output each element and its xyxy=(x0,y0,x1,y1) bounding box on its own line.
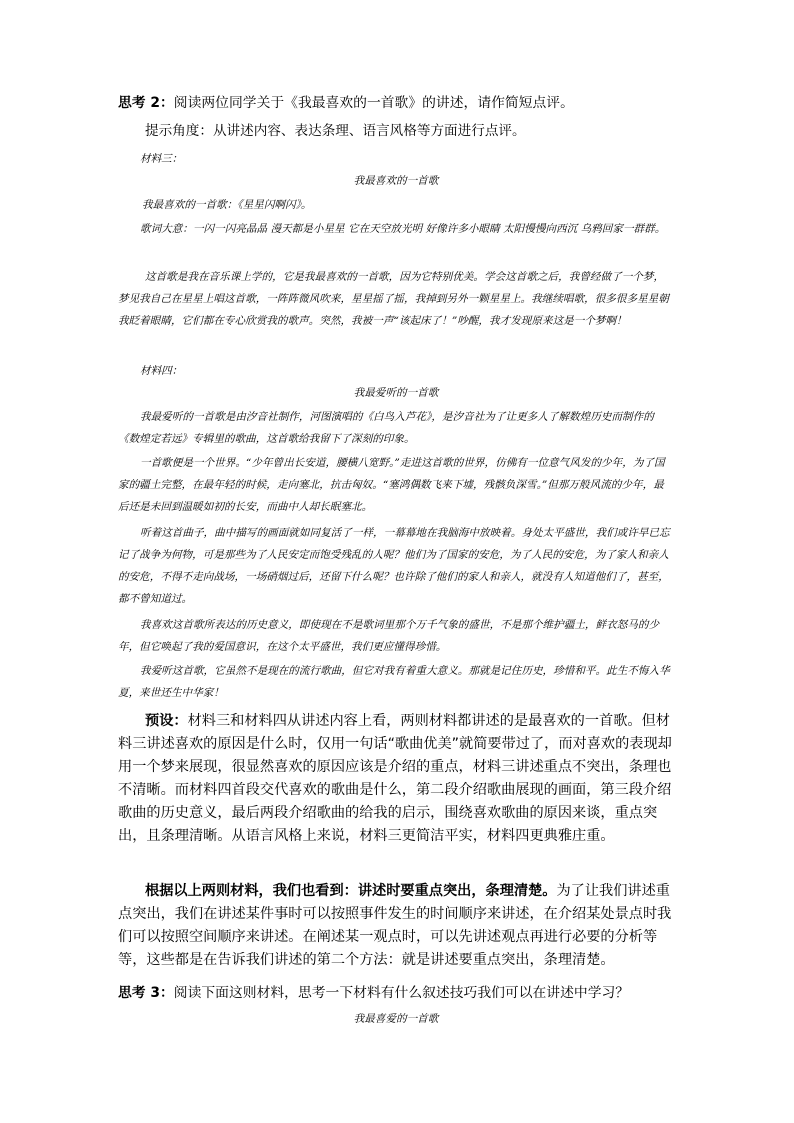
conclusion xyxy=(118,880,674,972)
material-4-paragraph-2: 一首歌便是一个世界。“少年曾出长安道，腰横八宽野。”走进这首歌的世界，仿佛有一位意气风发的少年，为了国家的疆土完整，在最年轻的时候，走向塞北，抗击匈奴。“塞鸿偶数飞来下墟，残骸负深雪。”但那万般风流的少年，最后还是未回到温暖如初的长安，而曲中人却长眠塞北。 xyxy=(118,457,665,513)
conclusion-bold: 根据以上两则材料，我们也看到：讲述时要重点突出，条理清楚。 xyxy=(145,883,557,899)
material-3-label: 材料三： xyxy=(140,153,183,165)
material-4-paragraph-1: 我最爱听的一首歌是由汐音社制作，河图演唱的《白鸟入芦花》，是汐音社为了让更多人了解数煌历史而制作的《数煌定若远》专辑里的歌曲，这首歌给我留下了深刻的印象。 xyxy=(118,411,654,445)
material-3-song: 我最喜欢的一首歌：《星星闪啊闪》。 xyxy=(142,199,312,211)
preset-text: 材料三和材料四从讲述内容上看，两则材料都讲述的是最喜欢的一首歌。但材料三讲述喜欢的原因是什么时，仅用一句话“歌曲优美”就简要带过了，而对喜欢的表现却用一个梦来展现，很显然喜欢的原因应该是介绍的重点，材料三讲述重点不突出，条理也不清晰。而材料四首段交代喜欢的歌曲是什么，第二段介绍歌曲展现的画面，第三段介绍歌曲的历史意义，最后两段介绍歌曲的给我的启示，围绕喜欢歌曲的原因来谈，重点突出，且条理清晰。从语言风格上来说，材料三更简洁平实，材料四更典雅庄重。 xyxy=(118,713,672,844)
material-4-label: 材料四： xyxy=(140,365,183,377)
material-4-paragraph-3: 听着这首曲子，曲中描写的画面就如同复活了一样，一幕幕地在我脑海中放映着。身处太平盛世，我们或许早已忘记了战争为何物，可是那些为了人民安定而饱受残乱的人呢？他们为了国家的安危，为了人民的安危，为了家人和亲人的安危，不得不走向战场，一场硝烟过后，还留下什么呢？也许除了他们的家人和亲人，就没有人知道他们了，甚至，都不曾知道过。 xyxy=(118,527,670,605)
conclusion-text: 为了让我们讲述重点突出，我们在讲述某件事时可以按照事件发生的时间顺序来讲述，在介绍某处景点时我们可以按照空间顺序来讲述。在阐述某一观点时，可以先讲述观点再进行必要的分析等等，这些都是在告诉我们讲述的第二个方法：就是讲述要重点突出，条理清楚。 xyxy=(118,883,672,968)
material-3-lyrics: 歌词大意：一闪一闪亮晶晶 漫天都是小星星 它在天空放光明 好像许多小眼睛 太阳慢慢向西沉 乌鸦回家一群群。 xyxy=(140,223,666,235)
material-3-title: 我最喜欢的一首歌 xyxy=(353,175,439,187)
question-3 xyxy=(118,982,674,1004)
material-4-paragraph-4: 我喜欢这首歌所表达的历史意义，即使现在不是歌词里那个万千气象的盛世，不是那个维护疆土，鲜衣怒马的少年，但它唤起了我的爱国意识，在这个太平盛世，我们更应懂得珍惜。 xyxy=(118,619,660,653)
question-3-title: 我最喜爱的一首歌 xyxy=(353,1013,439,1025)
material-3-paragraph: 这首歌是我在音乐课上学的，它是我最喜欢的一首歌，因为它特别优美。学会这首歌之后，我曾经做了一个梦，梦见我自己在星星上唱这首歌，一阵阵微风吹来，星星摇了摇，我掉到另外一颗星星上。我继续唱歌，很多很多星星朝我眨着眼睛，它们都在专心欣赏我的歌声。突然，我被一声“该起床了！”吵醒，我才发现原来这是一个梦啊！ xyxy=(118,271,669,327)
material-4-title: 我最爱听的一首歌 xyxy=(353,387,439,399)
question-2-label: 思考 2： xyxy=(118,95,174,111)
question-2 xyxy=(118,92,674,114)
question-3-text: 阅读下面这则材料，思考一下材料有什么叙述技巧我们可以在讲述中学习？ xyxy=(173,985,630,1001)
material-4-paragraph-5: 我爱听这首歌，它虽然不是现在的流行歌曲，但它对我有着重大意义。那就是记住历史，珍惜和平。此生不悔入华夏，来世还生中华家！ xyxy=(118,665,670,699)
question-2-angle: 提示角度：从讲述内容、表达条理、语言风格等方面进行点评。 xyxy=(145,123,526,139)
preset-label: 预设： xyxy=(145,713,188,729)
question-3-label: 思考 3： xyxy=(118,985,174,1001)
preset-analysis xyxy=(118,710,674,848)
question-2-text: 阅读两位同学关于《我最喜欢的一首歌》的讲述，请作简短点评。 xyxy=(173,95,574,111)
